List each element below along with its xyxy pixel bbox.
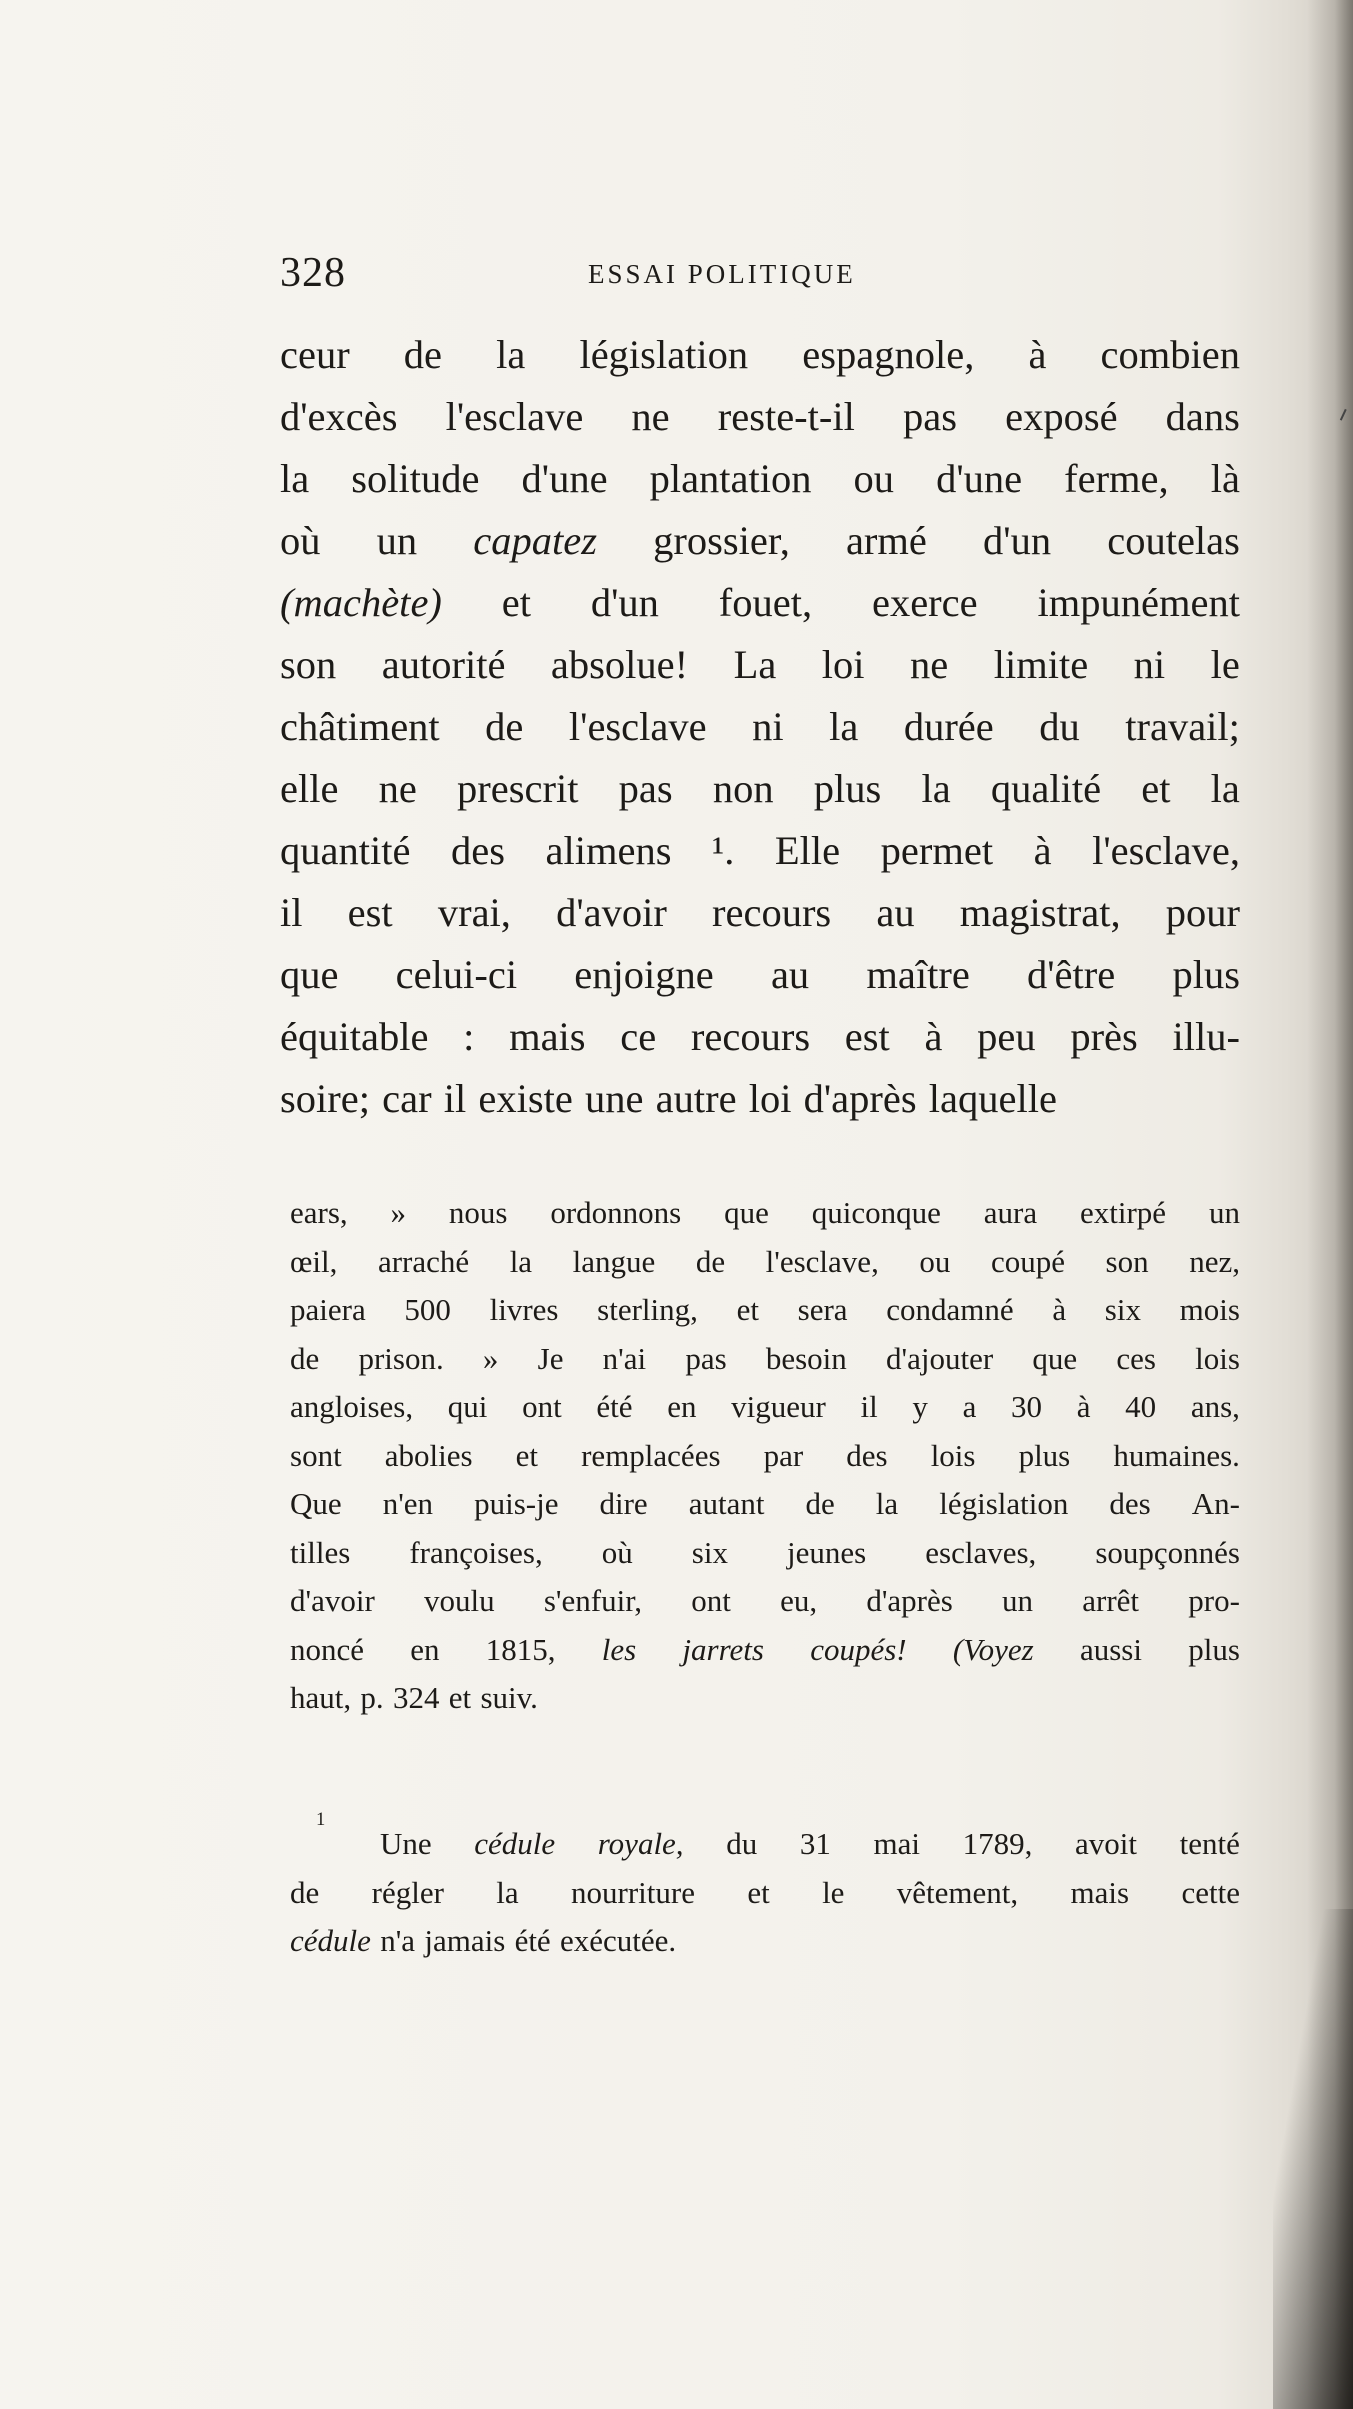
word: de (290, 1874, 320, 1910)
note-line (290, 1189, 1240, 1238)
word: au (876, 890, 915, 935)
word: non (712, 766, 774, 811)
word: La (733, 642, 777, 687)
footnote-line (290, 1869, 1240, 1918)
word: humaines. (1113, 1437, 1240, 1473)
word: ne (910, 642, 949, 687)
word: fouet, (718, 580, 813, 625)
word: et (1141, 766, 1171, 811)
word: le (822, 1874, 845, 1910)
word: ou (919, 1243, 951, 1279)
word: prison. (358, 1340, 444, 1376)
word: mais (1070, 1874, 1130, 1910)
body-line (280, 386, 1240, 448)
word: l'esclave (445, 394, 584, 439)
word: les (601, 1631, 637, 1667)
word: l'esclave, (1092, 828, 1240, 873)
word: peu (977, 1014, 1036, 1059)
word: quantité (280, 828, 411, 873)
word: d'être (1027, 952, 1116, 997)
word: été (514, 1923, 551, 1958)
word: loi (748, 1076, 792, 1121)
word: d'avoir (556, 890, 667, 935)
word: voulu (424, 1583, 495, 1618)
word: loi (821, 642, 865, 687)
word: 1815, (485, 1631, 556, 1667)
word: la (496, 332, 526, 377)
body-line (280, 634, 1240, 696)
word: recours (690, 1014, 811, 1059)
word: la (875, 1486, 899, 1521)
footnote-line (290, 1917, 1240, 1966)
word: suiv. (480, 1680, 538, 1715)
word: pas (618, 766, 673, 811)
word: laquelle (928, 1076, 1057, 1121)
word: besoin (765, 1340, 847, 1376)
word: capatez (473, 518, 597, 563)
word: est (347, 890, 393, 935)
word: y (912, 1389, 928, 1424)
note-line (290, 1626, 1240, 1675)
word: de (403, 332, 443, 377)
word: l'esclave, (765, 1243, 879, 1279)
word: nous (448, 1195, 508, 1230)
word: la (496, 1874, 519, 1910)
running-head (280, 248, 1240, 298)
word: royale, (597, 1826, 684, 1861)
word: aura (983, 1195, 1038, 1230)
word: livres (489, 1292, 559, 1327)
word: s'enfuir, (543, 1583, 643, 1618)
word: ni (1133, 642, 1166, 687)
word: un (1002, 1583, 1034, 1618)
word: des (1109, 1486, 1151, 1521)
word: puis-je (474, 1486, 559, 1521)
word: combien (1100, 332, 1240, 377)
word: le (1210, 642, 1240, 687)
word: à (1028, 332, 1047, 377)
word: la (1210, 766, 1240, 811)
word: » (482, 1340, 499, 1376)
word: d'ajouter (886, 1340, 994, 1376)
word: un (376, 518, 418, 563)
word: près (1070, 1014, 1138, 1059)
note-line (290, 1529, 1240, 1578)
word: son (280, 642, 337, 687)
word: cette (1181, 1874, 1240, 1910)
word: œil, (290, 1243, 338, 1279)
word: où (280, 518, 321, 563)
word: armé (845, 518, 927, 563)
word: législation (939, 1486, 1069, 1521)
word: (Voyez (952, 1631, 1034, 1667)
footnote-line (290, 1809, 1240, 1869)
word: tenté (1179, 1826, 1240, 1861)
word: Une (379, 1826, 432, 1861)
word: cédule (474, 1826, 556, 1861)
word: plus (1172, 952, 1240, 997)
word: équitable (280, 1014, 429, 1059)
word: la (829, 704, 859, 749)
word: absolue! (550, 642, 689, 687)
word: arrêt (1082, 1583, 1140, 1618)
word: du (1039, 704, 1080, 749)
note-line (290, 1383, 1240, 1432)
word: par (763, 1437, 804, 1473)
word: françoises, (409, 1534, 543, 1570)
word: législation (579, 332, 749, 377)
word: et (747, 1874, 770, 1910)
word: durée (903, 704, 994, 749)
word: solitude (351, 456, 480, 501)
note-line (290, 1238, 1240, 1287)
body-line (280, 882, 1240, 944)
word: de (290, 1340, 320, 1376)
word: ou (853, 456, 895, 501)
page-number: 328 (280, 250, 346, 296)
word: 324 (392, 1680, 440, 1715)
word: n'a (380, 1923, 416, 1958)
word: à (1033, 828, 1052, 873)
body-line (280, 510, 1240, 572)
word: que (1032, 1340, 1078, 1376)
word: soupçonnés (1095, 1534, 1240, 1570)
word: Que (290, 1486, 342, 1521)
word: eu, (780, 1583, 818, 1618)
word: grossier, (653, 518, 790, 563)
word: au (770, 952, 810, 997)
word: plus (1018, 1437, 1071, 1473)
word: ces (1116, 1340, 1156, 1376)
word: ni (752, 704, 784, 749)
word: espagnole, (802, 332, 975, 377)
word: travail; (1125, 704, 1240, 749)
word: vrai, (437, 890, 511, 935)
word: 1789, (962, 1826, 1033, 1861)
word: des (451, 828, 505, 873)
word: est (844, 1014, 890, 1059)
word: » (390, 1195, 407, 1230)
word: elle (280, 766, 339, 811)
body-line (280, 944, 1240, 1006)
word: ¹. (712, 828, 735, 873)
word: ont (691, 1583, 731, 1618)
word: illu- (1172, 1014, 1240, 1059)
word: à (924, 1014, 943, 1059)
word: sterling, (597, 1292, 698, 1327)
word: vigueur (731, 1389, 826, 1424)
body-line (280, 448, 1240, 510)
word: son (1105, 1243, 1149, 1279)
word: exécutée. (560, 1923, 677, 1958)
word: du (726, 1826, 758, 1861)
word: il (443, 1076, 467, 1121)
word: haut, (290, 1680, 352, 1715)
word: quiconque (811, 1195, 941, 1230)
word: plus (813, 766, 882, 811)
word: en (410, 1631, 440, 1667)
word: coupé (990, 1243, 1065, 1279)
word: d'un (983, 518, 1052, 563)
word: autant (688, 1486, 765, 1521)
word: que (724, 1195, 769, 1230)
word: dans (1165, 394, 1240, 439)
running-title: ESSAI POLITIQUE (588, 259, 856, 289)
word: de (485, 704, 524, 749)
word: tilles (290, 1534, 351, 1570)
word: en (667, 1389, 697, 1424)
word: châtiment (280, 704, 440, 749)
word: p. (360, 1680, 384, 1715)
word: l'esclave (568, 704, 707, 749)
body-line (280, 696, 1240, 758)
word: et (501, 580, 531, 625)
word: plus (1188, 1631, 1240, 1667)
body-line (280, 758, 1240, 820)
word: ears, (290, 1195, 348, 1230)
word: maître (866, 952, 970, 997)
note-line (290, 1674, 1240, 1723)
body-line (280, 1068, 1240, 1130)
footnote-marker: 1 (316, 1809, 326, 1830)
word: angloises, (290, 1389, 414, 1424)
word: remplacées (581, 1437, 721, 1473)
word: n'en (382, 1486, 434, 1521)
word: lois (930, 1437, 976, 1473)
word: dire (599, 1486, 648, 1521)
word: nourriture (571, 1874, 695, 1910)
word: jeunes (787, 1534, 867, 1570)
word: sera (797, 1292, 848, 1327)
word: pour (1165, 890, 1240, 935)
word: alimens (545, 828, 672, 873)
main-text (280, 324, 1240, 1130)
word: une (584, 1076, 644, 1121)
word: arraché (377, 1243, 470, 1279)
word: recours (712, 890, 832, 935)
word: noncé (290, 1631, 365, 1667)
word: il (860, 1389, 878, 1424)
word: enjoigne (574, 952, 714, 997)
word: paiera (290, 1292, 366, 1327)
word: là (1210, 456, 1240, 501)
word: six (691, 1534, 728, 1570)
word: qui (447, 1389, 488, 1424)
word: Elle (774, 828, 841, 873)
word: de (695, 1243, 726, 1279)
body-line (280, 820, 1240, 882)
word: aussi (1079, 1631, 1142, 1667)
word: existe (478, 1076, 573, 1121)
word: 30 (1011, 1389, 1043, 1424)
word: cédule (290, 1923, 371, 1958)
word: esclaves, (925, 1534, 1037, 1570)
body-line (280, 1006, 1240, 1068)
word: pro- (1188, 1583, 1240, 1618)
word: de (805, 1486, 835, 1521)
word: d'une (936, 456, 1023, 501)
word: ans, (1190, 1389, 1240, 1424)
word: un (1208, 1195, 1240, 1230)
note-line (290, 1577, 1240, 1626)
word: autre (655, 1076, 737, 1121)
word: qualité (990, 766, 1102, 811)
word: mois (1179, 1292, 1240, 1327)
word: 500 (404, 1292, 451, 1327)
word: pas (685, 1340, 727, 1376)
word: magistrat, (959, 890, 1121, 935)
word: jarrets (682, 1631, 764, 1667)
word: à (1076, 1389, 1091, 1424)
word: sont (290, 1437, 342, 1473)
word: autorité (381, 642, 506, 687)
footnote (290, 1809, 1240, 1966)
word: a (962, 1389, 977, 1424)
word: d'après (866, 1583, 953, 1618)
word: abolies (384, 1437, 473, 1473)
word: 31 (799, 1826, 831, 1861)
word: il (280, 890, 303, 935)
word: et (515, 1437, 539, 1473)
word: ceur (280, 332, 350, 377)
word: exposé (1005, 394, 1118, 439)
word: avoit (1075, 1826, 1138, 1861)
word: An- (1191, 1486, 1240, 1521)
word: d'une (521, 456, 608, 501)
word: extirpé (1080, 1195, 1167, 1230)
word: d'après (803, 1076, 917, 1121)
word: et (448, 1680, 472, 1715)
word: ferme, (1064, 456, 1169, 501)
word: à (1052, 1292, 1067, 1327)
word: coutelas (1107, 518, 1240, 563)
word: d'avoir (290, 1583, 375, 1618)
word: nez, (1189, 1243, 1240, 1279)
word: d'excès (280, 394, 398, 439)
note-line (290, 1480, 1240, 1529)
word: plantation (649, 456, 812, 501)
word: vêtement, (896, 1874, 1019, 1910)
word: exerce (871, 580, 978, 625)
word: régler (371, 1874, 444, 1910)
word: ont (522, 1389, 562, 1424)
word: la (921, 766, 951, 811)
word: prescrit (457, 766, 579, 811)
word: la (509, 1243, 533, 1279)
word: n'ai (602, 1340, 647, 1376)
body-line (280, 324, 1240, 386)
word: coupés! (810, 1631, 907, 1667)
word: été (596, 1389, 633, 1424)
word: six (1104, 1292, 1141, 1327)
word: (machète) (280, 580, 442, 625)
word: : (463, 1014, 475, 1059)
word: ordonnons (550, 1195, 682, 1230)
body-line (280, 572, 1240, 634)
word: celui-ci (395, 952, 518, 997)
word: impunément (1037, 580, 1240, 625)
word: où (601, 1534, 633, 1570)
note-line (290, 1432, 1240, 1481)
word: ne (378, 766, 417, 811)
word: ce (620, 1014, 657, 1059)
word: lois (1195, 1340, 1240, 1376)
word: que (280, 952, 339, 997)
word: jamais (424, 1923, 506, 1958)
word: pas (903, 394, 958, 439)
word: ne (631, 394, 670, 439)
word: permet (880, 828, 994, 873)
word: mais (509, 1014, 586, 1059)
word: mai (873, 1826, 920, 1861)
word: condamné (886, 1292, 1014, 1327)
word: 40 (1125, 1389, 1157, 1424)
word: limite (993, 642, 1089, 687)
note-line (290, 1335, 1240, 1384)
continued-note (290, 1189, 1240, 1723)
word: langue (572, 1243, 656, 1279)
word: reste-t-il (717, 394, 855, 439)
word: soire; (280, 1076, 370, 1121)
word: car (382, 1076, 432, 1121)
word: Je (537, 1340, 564, 1376)
binding-shadow (1273, 1909, 1353, 2409)
word: la (280, 456, 310, 501)
word: et (736, 1292, 759, 1327)
word: d'un (590, 580, 659, 625)
word: des (846, 1437, 888, 1473)
note-line (290, 1286, 1240, 1335)
